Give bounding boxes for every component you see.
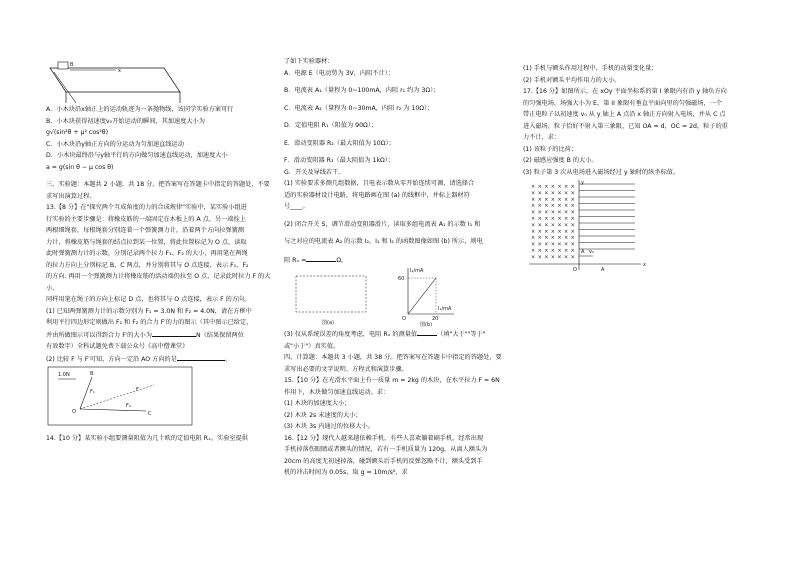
- answer-blank: [177, 353, 225, 361]
- q15-line: (2) 木块 2s 末速度的大小；: [284, 411, 362, 419]
- q13-line: 此时弹簧测力计的示数，分别记录两个拉力 F₁、F₂ 的大小，再用笔在两绳: [46, 250, 248, 257]
- equipment-item: E．滑动变阻器 R₂（最大阻值为 10Ω）；: [284, 139, 395, 147]
- origin-label: O: [573, 267, 577, 273]
- q16-line: 20cm 的高度无初速掉落，碰到额头后手机的反弹忽略不计，额头受到手: [284, 457, 483, 465]
- q17-line: 进入磁场，粒子恰好不射入第三象限，已知 OA = d，OC = 2d，粒子的重: [523, 122, 728, 130]
- figure-caption: 图(b): [420, 322, 433, 328]
- field-cross: ×: [537, 209, 542, 216]
- field-cross: ×: [570, 235, 575, 242]
- column-middle: [284, 56, 504, 479]
- field-cross: ×: [550, 254, 556, 261]
- q15-line: (1) 木块的加速度大小；: [284, 400, 351, 407]
- q14-part3: 或"小于"）真实值。: [284, 342, 340, 350]
- q15-line: (3) 木块 3s 内通过的位移大小。: [284, 423, 374, 430]
- q13-line: 13.【8 分】在"探究两个互成角度的力的合成规律"实验中，某实验小组进: [46, 204, 247, 211]
- field-cross: ×: [557, 235, 562, 242]
- column-left: [46, 56, 274, 445]
- axis-label: y: [581, 180, 584, 186]
- field-cross: ×: [557, 222, 562, 229]
- q14-part1: 适的实验器材设计电路，将电路画在图 (a) 的线框中，并标上器材符: [284, 191, 470, 199]
- field-cross: ×: [531, 184, 536, 190]
- q17-line: 带正电粒子以初速度 v₀ 从 y 轴上 A 点沿 x 轴正方向射入电场，并从 C 点: [523, 111, 726, 118]
- q14-part3-text: (3) 仅从系统误差的角度考虑，电阻 Rₓ 的测量值: [284, 331, 418, 338]
- field-cross: ×: [544, 216, 549, 222]
- axis-label: x: [643, 262, 646, 268]
- equipment-item: C．电流表 A₂（量程为 0~30mA，内阻 r₂ 为 10Ω）；: [284, 104, 434, 112]
- field-cross: ×: [564, 196, 569, 203]
- fig-label: B: [70, 62, 74, 68]
- tick-label: 60: [398, 276, 405, 282]
- option-d: D．小木块最终沿与y轴平行的方向做匀加速直线运动，加速度大小: [46, 152, 228, 159]
- q17-line: 17.【16 分】如图所示，在 xOy 平面坐标系的第 I 象限内有沿 y 轴负方向: [523, 88, 727, 95]
- field-cross: ×: [564, 241, 569, 248]
- field-cross: ×: [570, 184, 575, 190]
- q13-line: 的方向. 再用一个弹簧测力计将橡皮筋的活动端仍拉至 O 点，记录此时拉力 F 的大小，: [46, 273, 271, 292]
- incline-board-figure: [46, 56, 186, 104]
- field-cross: ×: [557, 254, 562, 261]
- option-c: C．小木块沿y轴正方向的分运动为匀加速直线运动: [46, 140, 184, 148]
- field-cross: ×: [531, 241, 536, 248]
- field-cross: ×: [564, 203, 569, 210]
- circuit-and-graph-figure: [284, 266, 484, 328]
- field-cross: ×: [570, 209, 575, 216]
- field-cross: ×: [537, 222, 542, 229]
- field-cross: ×: [544, 209, 549, 216]
- field-cross: ×: [570, 222, 575, 229]
- equipment-item: B．电流表 A₁（量程为 0~100mA，内阻 r₁ 约为 3Ω）；: [284, 87, 440, 94]
- force-diagram-figure: [46, 365, 196, 427]
- column-right: [523, 63, 751, 274]
- field-cross: ×: [550, 209, 556, 216]
- field-cross: ×: [550, 216, 556, 222]
- point-label: A: [601, 267, 605, 273]
- q13-part1: [46, 329, 274, 342]
- q14-part3: [284, 328, 504, 341]
- q13-part1-text: 并由所做图示可以得到合力 F′的大小为: [46, 331, 152, 339]
- field-cross: ×: [550, 184, 556, 190]
- equipment-item: F．滑动变阻器 R₃（最大阻值为 1kΩ）；: [284, 157, 395, 164]
- q13-part1: 利用平行四边形定则做出 F₁ 和 F₂ 的合力 F′的力的图示（其中图示已给定，: [46, 319, 253, 326]
- q17-sub: (2) 磁感应强度 B 的大小。: [523, 157, 598, 164]
- electric-field-lines: [579, 184, 635, 249]
- q14-part1: 号____。: [284, 203, 309, 210]
- equipment-item: D．定值电阻 R₁（阻值为 90Ω）；: [284, 122, 378, 129]
- field-cross: ×: [544, 241, 549, 248]
- q15-line: 作用下，木块做匀加速直线运动。求：: [284, 388, 390, 396]
- fig-label: O: [72, 409, 76, 415]
- field-cross: ×: [544, 235, 549, 242]
- field-cross: ×: [544, 254, 549, 261]
- field-cross: ×: [550, 241, 556, 248]
- option-b-formula: g√(sin²θ + μ² cos²θ): [46, 129, 109, 136]
- field-cross: ×: [531, 228, 536, 235]
- origin-label: O: [402, 316, 406, 322]
- field-cross: ×: [570, 228, 575, 235]
- field-cross: ×: [557, 209, 562, 216]
- field-cross: ×: [531, 235, 536, 242]
- field-cross: ×: [570, 216, 575, 222]
- field-diagram-figure: [523, 178, 653, 274]
- q13-part2-text: (2) 比较 F 与 F′可知，方向一定沿 AO 方向的是: [46, 355, 177, 363]
- q13-part1: 有效数字）全科试题免费下载公众号《高中僧课堂》: [46, 343, 189, 350]
- field-cross: ×: [564, 228, 569, 235]
- field-cross: ×: [544, 196, 549, 203]
- field-cross: ×: [557, 184, 562, 190]
- field-cross: ×: [537, 190, 542, 197]
- field-cross: ×: [564, 235, 569, 242]
- field-cross: ×: [550, 203, 556, 210]
- field-cross: ×: [564, 254, 569, 261]
- q13-line: 的拉力方向上分别标记 B、C 两点，并分别将其与 O 点连接，表示 F₁、F₂: [46, 261, 249, 269]
- field-cross: ×: [557, 196, 562, 203]
- q13-part1: (1) 已知两弹簧测力计的示数分别为 F₁ = 3.0N 和 F₂ = 4.0N，请在方框中: [46, 307, 252, 315]
- q14-part2: [284, 254, 504, 267]
- field-cross: ×: [550, 190, 556, 197]
- fig-label: F: [136, 387, 139, 393]
- q16-line: 机的冲击时间为 0.05s，取 g = 10m/s²，求: [284, 469, 408, 476]
- velocity-label: v₀: [589, 249, 594, 255]
- q14-part2: 与之对应的电流表 A₂ 的示数 I₂，I₁ 和 I₂ 的函数图像如图 (b) 所示，则电: [284, 238, 483, 245]
- point-label: A: [581, 249, 585, 255]
- answer-blank: [152, 329, 196, 337]
- q17-sub: (1) 该粒子的比荷；: [523, 145, 578, 153]
- field-cross: ×: [570, 190, 575, 197]
- field-cross: ×: [550, 222, 556, 229]
- field-cross: ×: [564, 190, 569, 197]
- field-cross: ×: [531, 203, 536, 210]
- field-cross: ×: [544, 203, 549, 210]
- fig-label: x: [118, 68, 121, 74]
- field-cross: ×: [531, 254, 536, 261]
- fig-label: F₁: [90, 389, 95, 395]
- axis-label: I₂/mA: [410, 268, 424, 274]
- q14-line: 14.【10 分】某实验小组要测量阻值为几十欧的定值电阻 Rₓ，实验室提供: [46, 435, 248, 442]
- q15-line: 15.【10 分】在光滑水平面上有一质量 m = 2kg 的木块，在水平拉力 F = 6N: [284, 377, 500, 384]
- q14-part2-text: 阻 Rₓ =: [284, 256, 307, 264]
- field-cross: ×: [564, 216, 569, 222]
- q13-line: 行实验的主要步骤是：将橡皮筋的一端固定在木板上的 A 点，另一端拴上: [46, 215, 246, 223]
- option-d-formula: a = g(sin θ − μ cos θ): [46, 163, 114, 171]
- field-cross: ×: [557, 248, 562, 254]
- q14-part2: (2) 闭合开关 S，调节滑动变阻器滑片，读取多组电流表 A₁ 的示数 I₁ 和: [284, 220, 481, 228]
- field-cross: ×: [564, 209, 569, 216]
- fig-label: C: [148, 411, 152, 417]
- field-cross: ×: [570, 203, 575, 210]
- q16-line: 16.【12 分】现代人越来越依赖手机，有些人喜欢躺着刷手机，经常出现: [284, 434, 484, 442]
- field-cross: ×: [537, 203, 542, 210]
- section-heading: 四、计算题：本题共 3 小题，共 38 分。把答案写在答题卡中指定的答题处，要求写出必要的文字说明、方程式和演算步骤。: [284, 354, 502, 373]
- field-cross: ×: [537, 254, 542, 261]
- q14-part2-text: Ω。: [336, 256, 348, 264]
- q13-part2: (2) 比较 F 与 F′可知，方向一定沿 AO 方向的是 。: [46, 353, 274, 366]
- q16-sub: (1) 手机与额头作用过程中，手机的动量变化量；: [523, 65, 658, 72]
- field-cross: ×: [557, 241, 562, 248]
- field-cross: ×: [531, 190, 536, 197]
- field-cross: ×: [544, 228, 549, 235]
- q13-part1-text: N（结果保留两位: [195, 331, 244, 339]
- answer-blank: [417, 328, 437, 336]
- field-cross: ×: [550, 196, 556, 203]
- tick-label: 20: [432, 316, 439, 322]
- figure-caption: 图(a): [322, 320, 334, 326]
- field-cross: ×: [544, 190, 549, 197]
- section-heading: 三、实验题：本题共 2 小题，共 18 分。把答案写在答题卡中指定的答题处，不要求写出演算过程。: [46, 181, 270, 200]
- magnetic-field-crosses: [531, 184, 575, 260]
- field-cross: ×: [531, 216, 536, 222]
- option-a: A．小木块沿x轴正上的运动轨迹为一条抛物线，该同学实验方案可行: [46, 106, 234, 113]
- q13-line: 同样用笔在绳子的方向上标记 D 点，也将其与 O 点连接，表示 F 的方向。: [46, 296, 251, 303]
- q16-sub: (2) 手机对额头平均作用力的大小。: [523, 76, 621, 84]
- fig-label: B: [90, 371, 94, 377]
- field-cross: ×: [531, 248, 536, 254]
- field-cross: ×: [537, 235, 542, 242]
- fig-label: 1.0N: [58, 372, 70, 378]
- q14-part3-text: （填"大于""等于": [437, 331, 486, 338]
- field-cross: ×: [550, 235, 556, 242]
- field-cross: ×: [564, 248, 569, 254]
- field-cross: ×: [531, 222, 536, 229]
- axis-label: I₁/mA: [438, 306, 452, 312]
- field-cross: ×: [537, 196, 542, 203]
- fig-label: F₂: [126, 403, 131, 409]
- answer-blank: [306, 254, 336, 262]
- q17-sub: (3) 粒子第 3 次从电场进入磁场经过 y 轴时的纵坐标值。: [523, 168, 680, 176]
- field-cross: ×: [557, 190, 562, 197]
- field-cross: ×: [564, 184, 569, 190]
- field-cross: ×: [544, 222, 549, 229]
- equipment-item: A．电源 E（电动势为 3V，内阻不计）；: [284, 69, 394, 77]
- field-cross: ×: [537, 248, 542, 254]
- field-cross: ×: [537, 184, 542, 190]
- field-cross: ×: [570, 254, 575, 261]
- field-cross: ×: [537, 216, 542, 222]
- field-cross: ×: [564, 222, 569, 229]
- equipment-item: G．开关及导线若干。: [284, 168, 345, 176]
- q17-line: 力不计，求：: [523, 134, 561, 141]
- field-cross: ×: [557, 228, 562, 235]
- q14-intro: 了如下实验器材：: [284, 58, 334, 65]
- field-cross: ×: [537, 228, 542, 235]
- field-cross: ×: [557, 216, 562, 222]
- field-cross: ×: [544, 184, 549, 190]
- q13-line: 力计，将橡皮筋与绳套的结点拉到某一位置，将此位置标记为 O 点，读取: [46, 238, 247, 246]
- field-cross: ×: [544, 248, 549, 254]
- q17-line: 的匀强电场，场强大小为 E，第 II 象限有垂直平面向里的匀强磁场，一个: [523, 99, 723, 107]
- q14-part1: (1) 实验要求多测几组数据，且电表示数从零开始连续可调，请选择合: [284, 180, 475, 187]
- field-cross: ×: [570, 248, 575, 254]
- option-b: B．小木块获得初速度v₀开始运动的瞬间，其加速度大小为: [46, 117, 205, 125]
- field-cross: ×: [557, 203, 562, 210]
- field-cross: ×: [531, 209, 536, 216]
- circuit-box: [296, 276, 366, 312]
- field-cross: ×: [550, 228, 556, 235]
- field-cross: ×: [531, 196, 536, 203]
- q13-line: 两根细绳套，每根绳套分别连着一个弹簧测力计，沿着两个方向拉弹簧测: [46, 227, 244, 234]
- field-cross: ×: [537, 241, 542, 248]
- field-cross: ×: [570, 196, 575, 203]
- q16-line: 手机掉落伤眼睛或者额头的情况，若有一手机质量为 120g，从离人额头为: [284, 446, 488, 453]
- field-cross: ×: [550, 248, 556, 254]
- field-cross: ×: [570, 241, 575, 248]
